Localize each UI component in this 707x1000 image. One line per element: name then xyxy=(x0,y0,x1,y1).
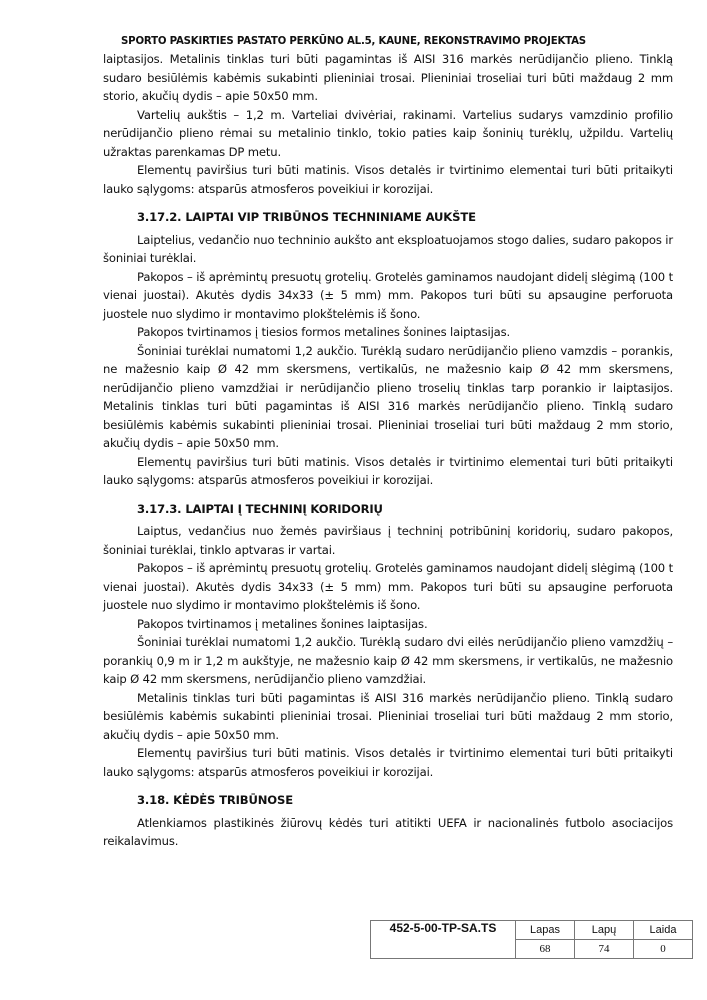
paragraph: Laiptelius, vedančio nuo techninio aukšto ant eksploatuojamos stogo dalies, sudaro pakopos ir šoniniai turėklai. xyxy=(103,232,673,265)
paragraph: Pakopos tvirtinamos į tiesios formos metalines šonines laiptasijas. xyxy=(137,325,511,339)
section-heading-3-17-3: 3.17.3. LAIPTAI Į TECHNINĮ KORIDORIŲ xyxy=(137,501,383,516)
paragraph: Pakopos – iš aprėmintų presuotų grotelių. Grotelės gaminamos naudojant didelį slėgimą (100 t vienai juostai). Akutės dydis 34x33 (± 5 mm) mm. Pakopos turi būti su apsaugine perforuota juostele nuo slydimo ir montavimo plokštelėmis iš šono. xyxy=(103,561,673,612)
paragraph: Elementų paviršius turi būti matinis. Visos detalės ir tvirtinimo elementai turi būti pritaikyti lauko sąlygoms: atsparūs atmosferos poveikiui ir korozijai. xyxy=(103,454,673,487)
document-body xyxy=(103,50,673,851)
sheet-label: Lapas xyxy=(516,921,575,940)
section-heading-3-17-2: 3.17.2. LAIPTAI VIP TRIBŪNOS TECHNINIAME AUKŠTE xyxy=(137,210,476,224)
paragraph: Atlenkiamos plastikinės žiūrovų kėdės turi atitikti UEFA ir nacionalinės futbolo asociacijos reikalavimus. xyxy=(103,815,673,848)
paragraph: Pakopos tvirtinamos į metalines šonines laiptasijas. xyxy=(137,616,428,631)
paragraph: Elementų paviršius turi būti matinis. Visos detalės ir tvirtinimo elementai turi būti pritaikyti lauko sąlygoms: atsparūs atmosferos poveikiui ir korozijai. xyxy=(103,746,673,779)
title-block-stamp xyxy=(370,920,693,959)
paragraph: Metalinis tinklas turi būti pagamintas iš AISI 316 markės nerūdijančio plieno. Tinklą sudaro besiūlėmis kabėmis sukabinti plieniniai trosai. Plieniniai troseliai turi būti maždaug 2 mm storio, akučių dydis – apie 50x50 mm. xyxy=(103,690,673,742)
paragraph: Šoniniai turėklai numatomi 1,2 aukčio. Turėklą sudaro dvi eilės nerūdijančio plieno vamzdžių – porankių 0,9 m ir 1,2 m aukštyje, ne mažesnio kaip Ø 42 mm skersmens, ir vertikalūs, ne mažesnio kaip Ø 42 mm skersmens, nerūdijančio plieno vamzdžiai. xyxy=(103,635,673,686)
document-code: 452-5-00-TP-SA.TS xyxy=(371,921,516,959)
paragraph: laiptasijos. Metalinis tinklas turi būti pagamintas iš AISI 316 markės nerūdijančio plieno. Tinklą sudaro besiūlėmis kabėmis sukabinti plieniniai trosai. Plieniniai troseliai turi būti maždaug 2 mm storio, akučių dydis – apie 50x50 mm. xyxy=(103,52,673,103)
revision-label: Laida xyxy=(634,921,693,940)
sheets-total-label: Lapų xyxy=(575,921,634,940)
paragraph: Pakopos – iš aprėmintų presuotų grotelių. Grotelės gaminamos naudojant didelį slėgimą (100 t vienai juostai). Akutės dydis 34x33 (± 5 mm) mm. Pakopos turi būti su apsaugine perforuota juostele nuo slydimo ir montavimo plokštelėmis iš šono. xyxy=(103,269,673,321)
paragraph: Šoniniai turėklai numatomi 1,2 aukčio. Turėklą sudaro nerūdijančio plieno vamzdis – porankis, ne mažesnio kaip Ø 42 mm skersmens, vertikalūs, ne mažesnio kaip Ø 42 mm skersmens, nerūdijančio plieno vamzdžiai ir nerūdijančio plieno troselių tinklas tarp porankio ir laiptasijos. Metalinis tinklas turi būti pagamintas iš AISI 316 markės nerūdijančio plieno. Tinklą sudaro besiūlėmis kabėmis sukabinti plieniniai trosai. Plieniniai troseliai turi būti maždaug 2 mm storio, akučių dydis – apie 50x50 mm. xyxy=(103,343,673,450)
sheets-total: 74 xyxy=(575,940,634,959)
paragraph: Vartelių aukštis – 1,2 m. Varteliai dvivėriai, rakinami. Vartelius sudarys vamzdinio profilio nerūdijančio plieno rėmai su metalinio tinklo, tokio paties kaip šoninių turėklų, užpildu. Vartelių užraktas parenkamas DP metu. xyxy=(103,107,673,159)
paragraph: Elementų paviršius turi būti matinis. Visos detalės ir tvirtinimo elementai turi būti pritaikyti lauko sąlygoms: atsparūs atmosferos poveikiui ir korozijai. xyxy=(103,163,673,196)
document-header-title: SPORTO PASKIRTIES PASTATO PERKŪNO AL.5, KAUNE, REKONSTRAVIMO PROJEKTAS xyxy=(121,36,586,47)
section-heading-3-18: 3.18. KĖDĖS TRIBŪNOSE xyxy=(137,793,293,807)
revision-number: 0 xyxy=(634,940,693,959)
sheet-number: 68 xyxy=(516,940,575,959)
paragraph: Laiptus, vedančius nuo žemės paviršiaus į techninį potribūninį koridorių, sudaro pakopos, šoniniai turėklai, tinklo aptvaras ir vartai. xyxy=(103,524,673,557)
